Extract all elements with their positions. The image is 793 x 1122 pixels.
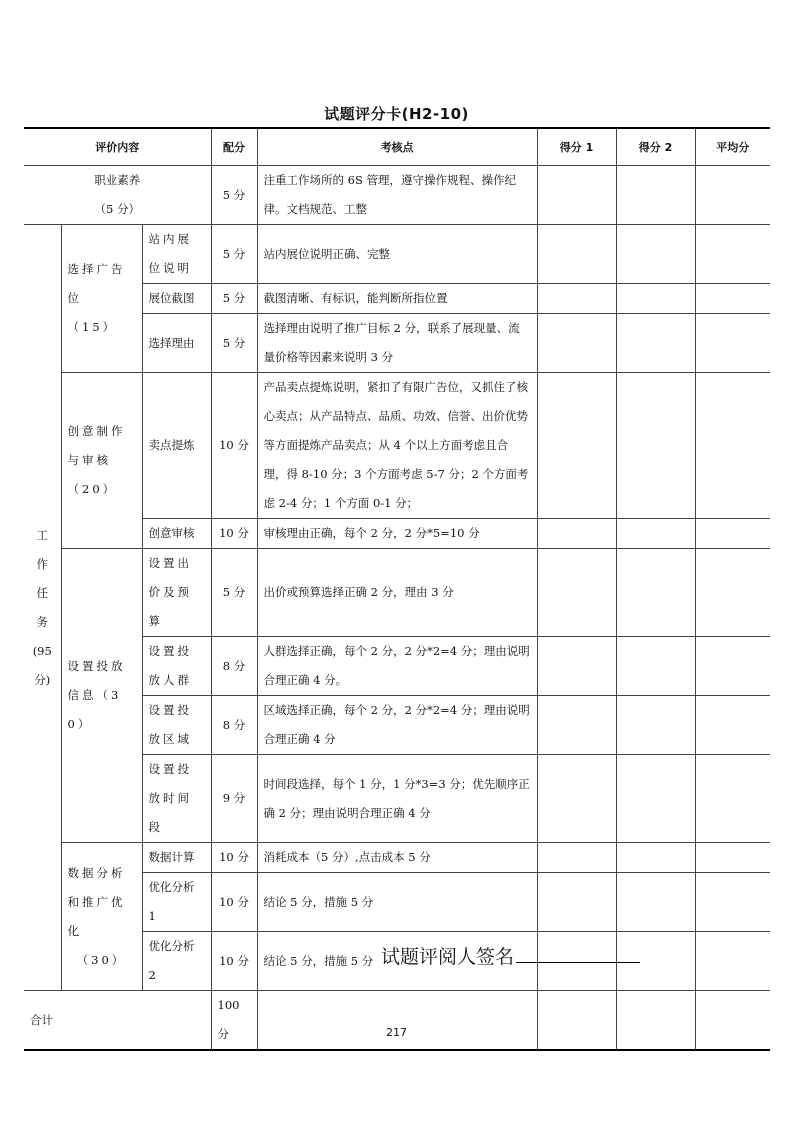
points-cell: 5 分	[211, 284, 257, 314]
work-task-char: 作	[36, 556, 48, 571]
average-cell[interactable]	[695, 696, 770, 755]
score1-cell[interactable]	[537, 873, 616, 932]
score2-cell[interactable]	[616, 519, 695, 549]
score2-cell[interactable]	[616, 225, 695, 284]
table-row	[24, 843, 770, 873]
points-cell: 8 分	[211, 637, 257, 696]
criteria-cell: 区域选择正确，每个 2 分，2 分*2=4 分；理由说明合理正确 4 分	[257, 696, 537, 755]
score2-cell[interactable]	[616, 373, 695, 519]
score2-cell[interactable]	[616, 549, 695, 637]
item-cell: 设置投放人群	[142, 637, 211, 696]
item-cell: 设置投放时间段	[142, 755, 211, 843]
table-row	[24, 549, 770, 637]
work-task-cell	[24, 225, 61, 991]
criteria-cell: 注重工作场所的 6S 管理，遵守操作规程、操作纪律。文档规范、工整	[257, 166, 537, 225]
professional-label-cell	[24, 166, 211, 225]
signature-area	[381, 942, 640, 969]
total-row	[24, 991, 770, 1051]
score1-cell[interactable]	[537, 519, 616, 549]
table-row	[24, 225, 770, 284]
score1-cell[interactable]	[537, 549, 616, 637]
score2-cell[interactable]	[616, 314, 695, 373]
work-task-char: 分)	[34, 672, 51, 687]
item-cell: 优化分析 1	[142, 873, 211, 932]
group-analysis-cell	[61, 843, 142, 991]
average-cell[interactable]	[695, 284, 770, 314]
score1-cell[interactable]	[537, 637, 616, 696]
average-cell[interactable]	[695, 755, 770, 843]
header-criteria: 考核点	[257, 128, 537, 166]
points-cell: 9 分	[211, 755, 257, 843]
scoring-table	[24, 127, 770, 1051]
item-cell: 展位截图	[142, 284, 211, 314]
criteria-cell: 产品卖点提炼说明，紧扣了有限广告位，又抓住了核心卖点；从产品特点、品质、功效、信誉、出价优势等方面提炼产品卖点；从 4 个以上方面考虑且合理，得 8-10 分；3 个方面考虑 5-7 分；2 个方面考虑 2-4 分；1 个方面 0-1 分；	[257, 373, 537, 519]
table-row	[24, 166, 770, 225]
score2-cell[interactable]	[616, 696, 695, 755]
average-cell[interactable]	[695, 225, 770, 284]
average-cell[interactable]	[695, 932, 770, 991]
points-cell: 10 分	[211, 373, 257, 519]
professional-sub: （5 分）	[94, 202, 140, 216]
score2-cell[interactable]	[616, 873, 695, 932]
points-cell: 10 分	[211, 519, 257, 549]
average-cell[interactable]	[695, 519, 770, 549]
criteria-cell: 结论 5 分，措施 5 分	[257, 932, 537, 991]
score1-cell[interactable]	[537, 755, 616, 843]
signature-label: 试题评阅人签名	[381, 946, 515, 968]
header-score2: 得分 2	[616, 128, 695, 166]
average-cell[interactable]	[695, 843, 770, 873]
item-cell: 创意审核	[142, 519, 211, 549]
item-cell: 数据计算	[142, 843, 211, 873]
group-creative-cell: 创意制作与审核（20）	[61, 373, 142, 549]
header-content: 评价内容	[24, 128, 211, 166]
total-label: 合计	[24, 991, 211, 1051]
average-cell[interactable]	[695, 637, 770, 696]
criteria-cell: 截图清晰、有标识，能判断所指位置	[257, 284, 537, 314]
score2-cell[interactable]	[616, 166, 695, 225]
average-cell[interactable]	[695, 873, 770, 932]
score2-cell[interactable]	[616, 991, 695, 1051]
table-row	[24, 373, 770, 519]
criteria-cell: 人群选择正确，每个 2 分，2 分*2=4 分；理由说明合理正确 4 分。	[257, 637, 537, 696]
group-label: 数据分析和推广优化	[67, 865, 126, 938]
document-title: 试题评分卡(H2-10)	[324, 105, 469, 123]
group-sub: （15）	[67, 320, 118, 334]
score1-cell[interactable]	[537, 314, 616, 373]
item-cell: 优化分析 2	[142, 932, 211, 991]
total-points: 100 分	[211, 991, 257, 1051]
criteria-cell: 选择理由说明了推广目标 2 分，联系了展现量、流量价格等因素来说明 3 分	[257, 314, 537, 373]
criteria-cell	[257, 991, 537, 1051]
score2-cell[interactable]	[616, 843, 695, 873]
points-cell: 5 分	[211, 549, 257, 637]
criteria-cell: 消耗成本（5 分）,点击成本 5 分	[257, 843, 537, 873]
work-task-char: 任	[36, 585, 48, 600]
score1-cell[interactable]	[537, 166, 616, 225]
item-cell: 设置出价及预算	[142, 549, 211, 637]
average-cell[interactable]	[695, 314, 770, 373]
item-cell: 设置投放区域	[142, 696, 211, 755]
score1-cell[interactable]	[537, 373, 616, 519]
average-cell[interactable]	[695, 991, 770, 1051]
score2-cell[interactable]	[616, 755, 695, 843]
criteria-cell: 站内展位说明正确、完整	[257, 225, 537, 284]
page-number: 217	[386, 1026, 407, 1039]
score1-cell[interactable]	[537, 991, 616, 1051]
average-cell[interactable]	[695, 373, 770, 519]
work-task-char: 工	[36, 527, 48, 542]
points-cell: 5 分	[211, 314, 257, 373]
score1-cell[interactable]	[537, 225, 616, 284]
criteria-cell: 结论 5 分，措施 5 分	[257, 873, 537, 932]
points-cell: 5 分	[211, 225, 257, 284]
header-average: 平均分	[695, 128, 770, 166]
average-cell[interactable]	[695, 166, 770, 225]
points-cell: 10 分	[211, 843, 257, 873]
header-points: 配分	[211, 128, 257, 166]
signature-line[interactable]	[516, 942, 640, 963]
item-cell: 站内展位说明	[142, 225, 211, 284]
item-cell: 卖点提炼	[142, 373, 211, 519]
score1-cell[interactable]	[537, 843, 616, 873]
score1-cell[interactable]	[537, 284, 616, 314]
score2-cell[interactable]	[616, 284, 695, 314]
professional-label: 职业素养	[94, 173, 141, 187]
group-placement-cell: 设置投放信息（30）	[61, 549, 142, 843]
header-row	[24, 128, 770, 166]
work-task-char: 务	[36, 614, 48, 629]
criteria-cell: 出价或预算选择正确 2 分，理由 3 分	[257, 549, 537, 637]
item-cell: 选择理由	[142, 314, 211, 373]
group-sub: （30）	[76, 952, 127, 967]
points-cell: 10 分	[211, 932, 257, 991]
group-ad-position-cell	[61, 225, 142, 373]
points-cell: 10 分	[211, 873, 257, 932]
points-cell: 8 分	[211, 696, 257, 755]
score1-cell[interactable]	[537, 696, 616, 755]
score2-cell[interactable]	[616, 637, 695, 696]
work-task-char: (95	[32, 643, 52, 658]
group-label: 选择广告位	[67, 262, 126, 305]
points-cell: 5 分	[211, 166, 257, 225]
average-cell[interactable]	[695, 549, 770, 637]
criteria-cell: 审核理由正确，每个 2 分，2 分*5=10 分	[257, 519, 537, 549]
criteria-cell: 时间段选择，每个 1 分，1 分*3=3 分；优先顺序正确 2 分；理由说明合理正确 4 分	[257, 755, 537, 843]
header-score1: 得分 1	[537, 128, 616, 166]
